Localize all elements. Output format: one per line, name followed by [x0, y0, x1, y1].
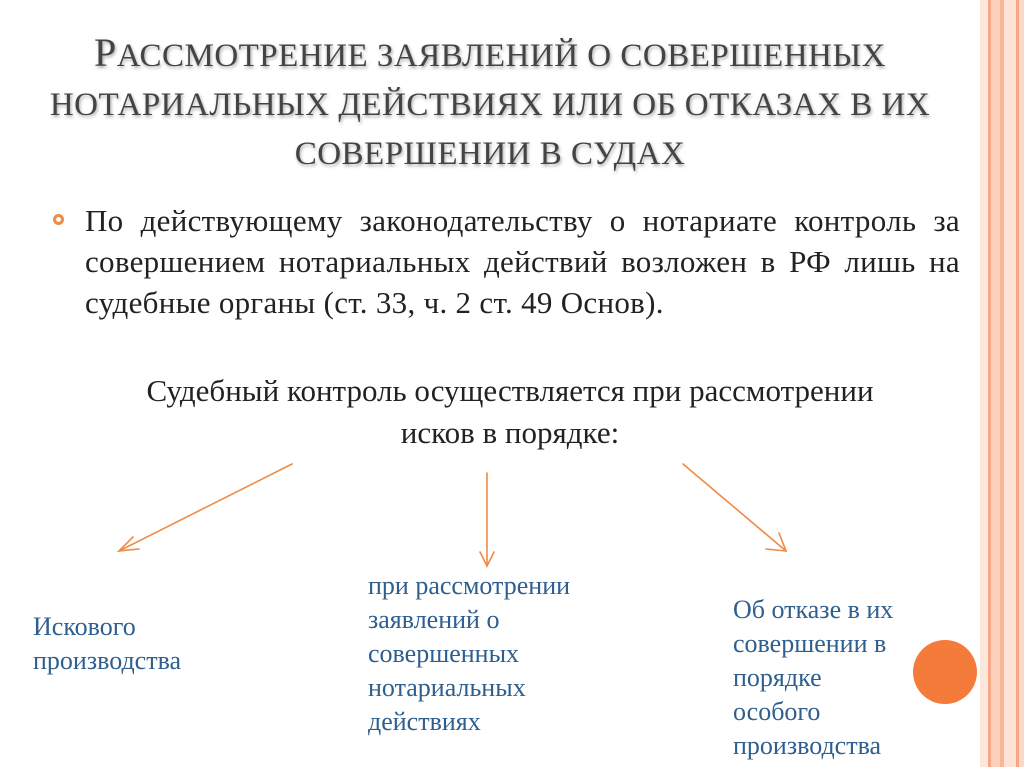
- branch-claim-proceedings: [33, 610, 181, 678]
- branch-middle-line-5: действиях: [368, 707, 481, 736]
- branch-special-proceedings: [733, 593, 893, 763]
- court-control-line-2: исков в порядке:: [400, 415, 620, 450]
- branch-middle-line-3: совершенных: [368, 639, 520, 668]
- branch-right-line-1: Об отказе в их: [733, 595, 894, 624]
- arrow-right-icon: [683, 464, 786, 551]
- branch-right-line-5: производства: [733, 731, 882, 760]
- decorative-orange-circle: [913, 640, 977, 704]
- branch-notarial-applications: [368, 569, 570, 739]
- title-rest: АССМОТРЕНИЕ ЗАЯВЛЕНИЙ О СОВЕРШЕННЫХ НОТАРИАЛЬНЫХ ДЕЙСТВИЯХ ИЛИ ОБ ОТКАЗАХ В ИХ СОВЕРШЕНИИ В СУДАХ: [49, 38, 931, 172]
- branch-middle-line-1: при рассмотрении: [368, 571, 571, 600]
- branch-right-line-4: особого: [733, 697, 821, 726]
- branch-right-line-3: порядке: [733, 663, 822, 692]
- title-first-letter: Р: [94, 30, 117, 75]
- branch-middle-line-2: заявлений о: [368, 605, 500, 634]
- branch-left-line-1: Искового: [33, 612, 136, 641]
- arrow-left-icon: [119, 464, 292, 551]
- bullet-text: По действующему законодательству о нотариате контроль за совершением нотариальных действий возложен в РФ лишь на судебные органы (ст. 33, ч. 2 ст. 49 Основ).: [85, 203, 960, 320]
- branch-right-line-2: совершении в: [733, 629, 887, 658]
- arrow-down-icon: [480, 473, 494, 566]
- branch-middle-line-4: нотариальных: [368, 673, 526, 702]
- branch-left-line-2: производства: [33, 646, 182, 675]
- court-control-line-1: Судебный контроль осуществляется при рассмотрении: [146, 373, 874, 408]
